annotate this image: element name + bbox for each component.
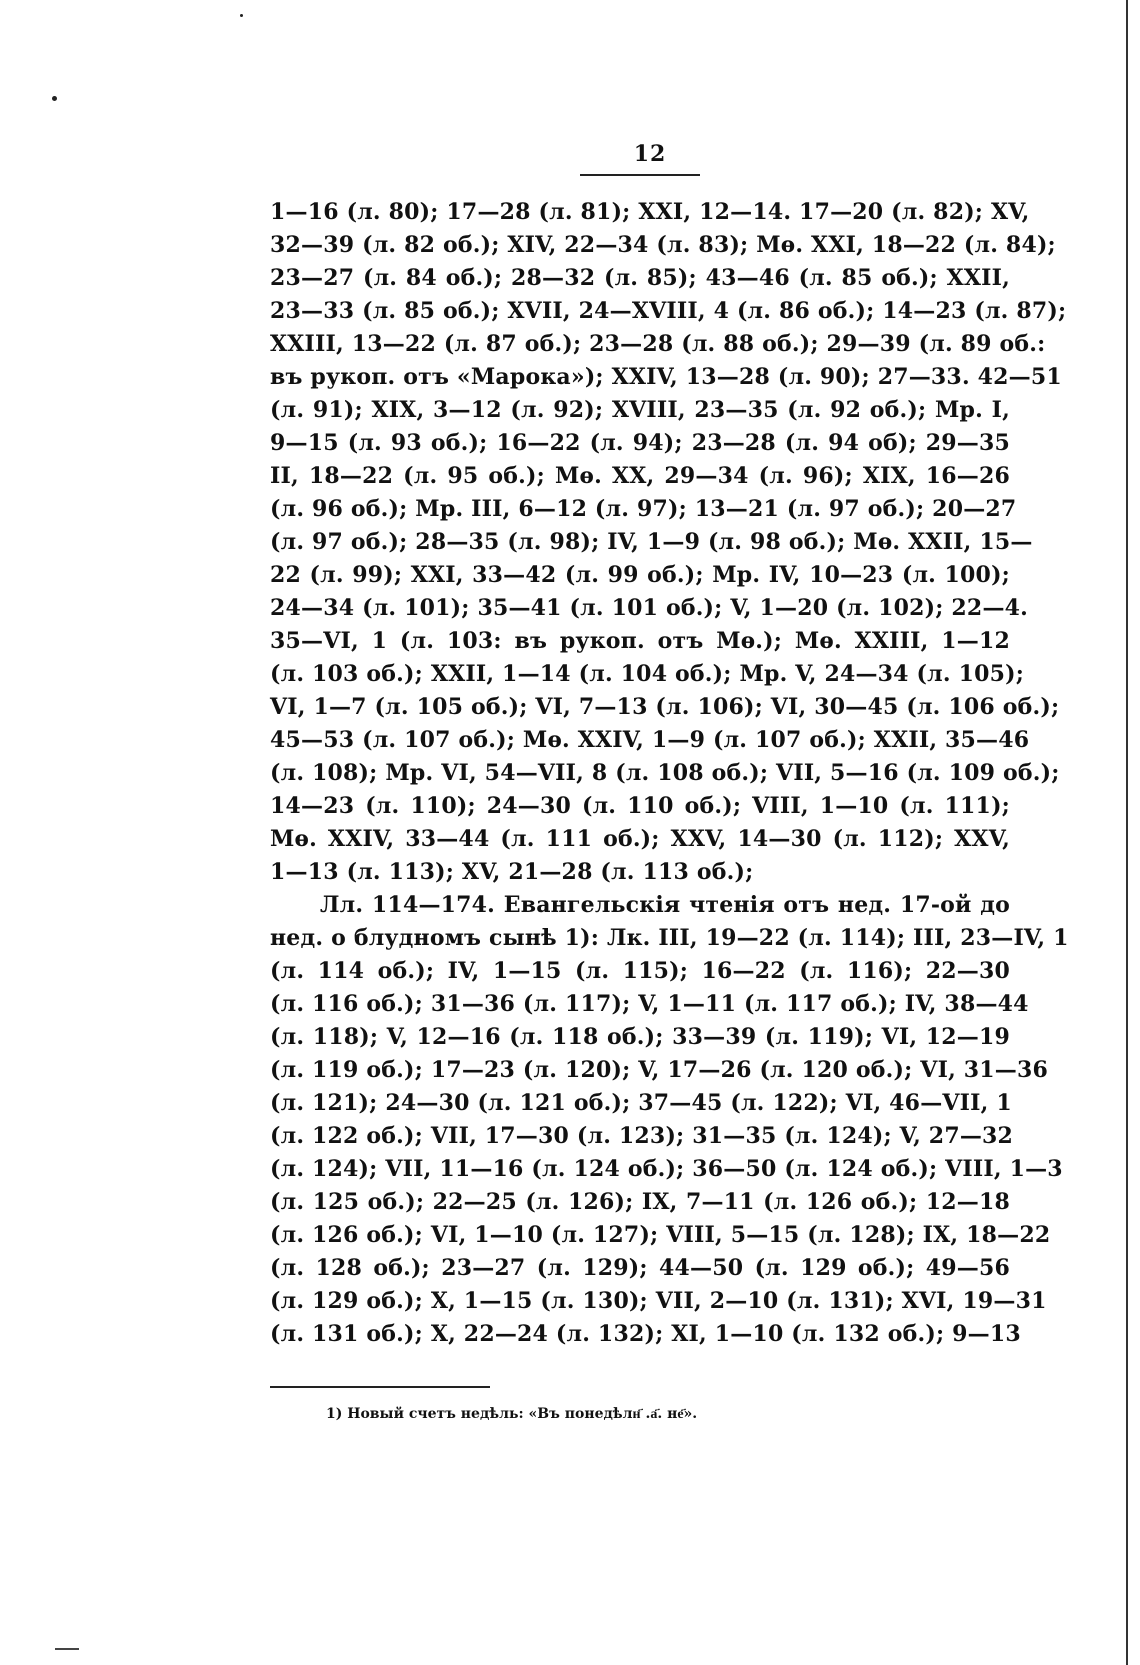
page-number: 12 [633, 141, 667, 167]
text-line: (л. 116 об.); 31—36 (л. 117); V, 1—11 (л. 117 об.); IV, 38—44 [270, 991, 1029, 1017]
scan-edge-line [1126, 0, 1128, 1665]
text-line: (л. 103 об.); XXII, 1—14 (л. 104 об.); Mp. V, 24—34 (л. 105); [270, 661, 1025, 687]
text-line: (л. 128 об.); 23—27 (л. 129); 44—50 (л. 129 об.); 49—56 [270, 1255, 1010, 1281]
text-line: Лл. 114—174. Евангельскія чтенія отъ нед. 17-ой до [320, 892, 1010, 918]
text-line: (л. 124); VII, 11—16 (л. 124 об.); 36—50 (л. 124 об.); VIII, 1—3 [270, 1156, 1063, 1182]
footnote-rule [270, 1386, 490, 1388]
text-line: (л. 131 об.); X, 22—24 (л. 132); XI, 1—10 (л. 132 об.); 9—13 [270, 1321, 1021, 1347]
text-line: (л. 114 об.); IV, 1—15 (л. 115); 16—22 (л. 116); 22—30 [270, 958, 1010, 984]
text-line: 23—33 (л. 85 об.); XVII, 24—XVIII, 4 (л. 86 об.); 14—23 (л. 87); [270, 298, 1067, 324]
body-text [270, 196, 1069, 1351]
footnote: 1) Новый счетъ недѣль: «Въ понедѣлн҃ .а҃. не҃». [326, 1406, 698, 1422]
text-line: VI, 1—7 (л. 105 об.); VI, 7—13 (л. 106); VI, 30—45 (л. 106 об.); [270, 694, 1060, 720]
text-line: въ рукоп. отъ «Марока»); XXIV, 13—28 (л. 90); 27—33. 42—51 [270, 364, 1062, 390]
text-line: (л. 122 об.); VII, 17—30 (л. 123); 31—35 (л. 124); V, 27—32 [270, 1123, 1014, 1149]
text-line: 1—16 (л. 80); 17—28 (л. 81); XXI, 12—14. 17—20 (л. 82); XV, [270, 199, 1030, 225]
text-line: 32—39 (л. 82 об.); XIV, 22—34 (л. 83); Mѳ. XXI, 18—22 (л. 84); [270, 232, 1056, 258]
text-line: 14—23 (л. 110); 24—30 (л. 110 об.); VIII, 1—10 (л. 111); [270, 793, 1010, 819]
text-line: 35—VI, 1 (л. 103: въ рукоп. отъ Mѳ.); Mѳ. XXIII, 1—12 [270, 628, 1010, 654]
text-line: (л. 129 об.); X, 1—15 (л. 130); VII, 2—10 (л. 131); XVI, 19—31 [270, 1288, 1047, 1314]
text-line: (л. 96 об.); Mp. III, 6—12 (л. 97); 13—21 (л. 97 об.); 20—27 [270, 496, 1017, 522]
text-line: (л. 125 об.); 22—25 (л. 126); IX, 7—11 (л. 126 об.); 12—18 [270, 1189, 1010, 1215]
text-line: II, 18—22 (л. 95 об.); Mѳ. XX, 29—34 (л. 96); XIX, 16—26 [270, 463, 1010, 489]
text-line: 1—13 (л. 113); XV, 21—28 (л. 113 об.); [270, 859, 754, 885]
scan-speck [52, 96, 57, 101]
text-line: XXIII, 13—22 (л. 87 об.); 23—28 (л. 88 об.); 29—39 (л. 89 об.: [270, 331, 1046, 357]
text-line: (л. 108); Mp. VI, 54—VII, 8 (л. 108 об.); VII, 5—16 (л. 109 об.); [270, 760, 1060, 786]
text-line: Mѳ. XXIV, 33—44 (л. 111 об.); XXV, 14—30 (л. 112); XXV, [270, 826, 1010, 852]
scan-speck [240, 14, 243, 17]
text-line: 22 (л. 99); XXI, 33—42 (л. 99 об.); Mp. IV, 10—23 (л. 100); [270, 562, 1010, 588]
text-line: (л. 97 об.); 28—35 (л. 98); IV, 1—9 (л. 98 об.); Mѳ. XXII, 15— [270, 529, 1033, 555]
text-line: 45—53 (л. 107 об.); Mѳ. XXIV, 1—9 (л. 107 об.); XXII, 35—46 [270, 727, 1030, 753]
text-line: 24—34 (л. 101); 35—41 (л. 101 об.); V, 1—20 (л. 102); 22—4. [270, 595, 1029, 621]
header-rule [580, 174, 700, 176]
text-line: 23—27 (л. 84 об.); 28—32 (л. 85); 43—46 (л. 85 об.); XXII, [270, 265, 1010, 291]
text-line: (л. 119 об.); 17—23 (л. 120); V, 17—26 (л. 120 об.); VI, 31—36 [270, 1057, 1049, 1083]
text-line: (л. 121); 24—30 (л. 121 об.); 37—45 (л. 122); VI, 46—VII, 1 [270, 1090, 1012, 1116]
text-line: нед. о блудномъ сынѣ 1): Лк. III, 19—22 (л. 114); III, 23—IV, 1 [270, 925, 1069, 951]
text-line: (л. 126 об.); VI, 1—10 (л. 127); VIII, 5—15 (л. 128); IX, 18—22 [270, 1222, 1051, 1248]
scan-mark [55, 1648, 79, 1650]
text-line: (л. 91); XIX, 3—12 (л. 92); XVIII, 23—35 (л. 92 об.); Mp. I, [270, 397, 1010, 423]
text-line: 9—15 (л. 93 об.); 16—22 (л. 94); 23—28 (л. 94 об); 29—35 [270, 430, 1010, 456]
text-line: (л. 118); V, 12—16 (л. 118 об.); 33—39 (л. 119); VI, 12—19 [270, 1024, 1010, 1050]
